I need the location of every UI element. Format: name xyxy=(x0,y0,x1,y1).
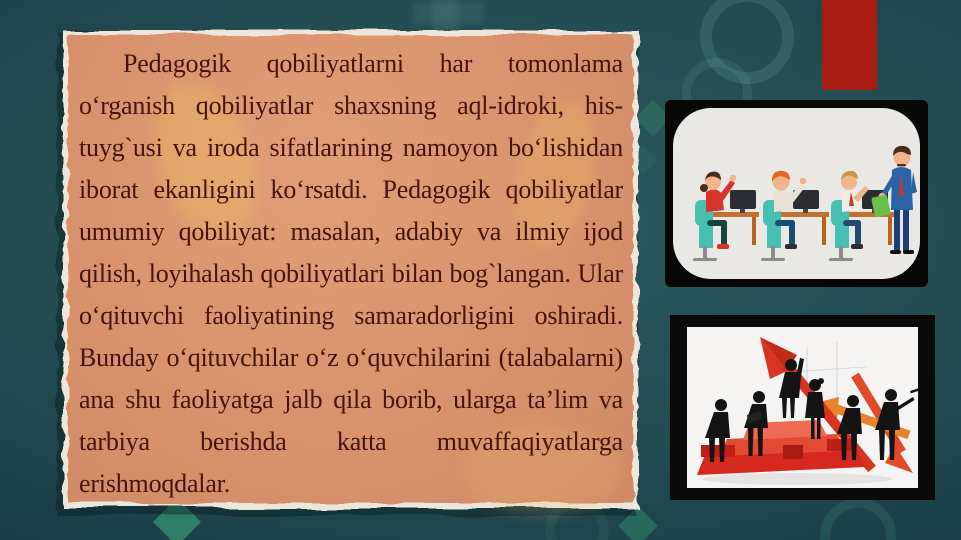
teacher-figure xyxy=(871,146,917,254)
watermark-letter-shape xyxy=(414,2,484,24)
classroom-illustration-svg xyxy=(673,108,920,279)
picture-frame-classroom xyxy=(665,100,928,287)
growth-illustration xyxy=(687,327,918,488)
watermark-ring-shape xyxy=(700,0,794,84)
text-box xyxy=(63,30,638,508)
slide-paragraph: Pedagogik qobiliyatlarni har tomonlama o‘rganish qobiliyatlar shaxsning aql-idroki, his-tuyg`usi va iroda sifatlarining namoyon bo‘lishidan iborat ekanligini ko‘rsatdi. Pedagogik qobiliyatlar umumiy qobiliyat: masalan, adabiy va ilmiy ijod qilish, loyihalash qobiliyatlari bilan bog`langan. Ular o‘qituvchi faoliyatining samaradorligini oshiradi. Bunday o‘qituvchilar o‘z o‘quvchilarini (talabalarni) ana shu faoliyatga jalb qila borib, ularga ta’lim va tarbiya berishda katta muvaffaqiyatlarga erishmoqdalar. xyxy=(79,49,623,498)
red-accent-bar xyxy=(822,0,877,90)
growth-illustration-svg xyxy=(687,327,918,488)
watermark-gear-shape xyxy=(820,498,896,540)
picture-frame-growth xyxy=(670,315,935,500)
classroom-illustration xyxy=(673,108,920,279)
desk-row xyxy=(701,212,895,245)
paper-content xyxy=(63,30,638,508)
